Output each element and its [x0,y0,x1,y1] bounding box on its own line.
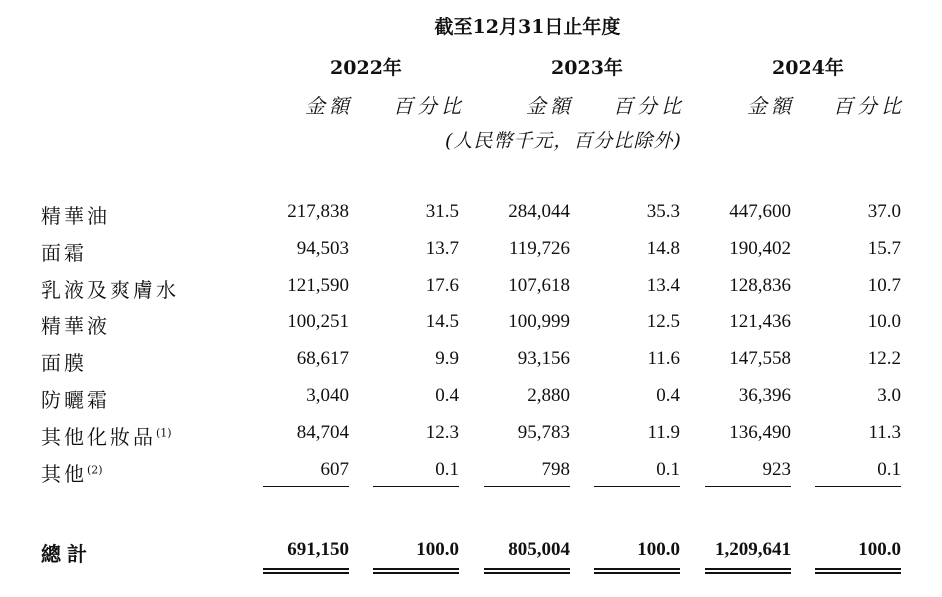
cell-amount-2022: 121,590 [287,275,349,296]
cell-amount-2024: 121,436 [729,311,791,332]
row-label [41,347,87,376]
year-heading-2023: 2023年 [551,57,623,79]
row-label-text: 其他化妝品 [41,425,156,449]
cell-percent-2024: 37.0 [867,201,901,222]
cell-percent-2024: 10.7 [867,275,901,296]
row-label [41,274,179,303]
cell-percent-2023: 0.4 [656,385,680,406]
subtotal-rule-percent-2024 [815,486,901,487]
cell-amount-2022: 68,617 [296,348,349,369]
cell-percent-2022: 31.5 [425,201,459,222]
amount-heading-2024: 金額 [747,94,795,118]
cell-amount-2022: 94,503 [296,238,349,259]
cell-amount-2023: 107,618 [508,275,570,296]
row-label [41,237,87,266]
cell-amount-2024: 190,402 [729,238,791,259]
cell-percent-2023: 13.4 [646,275,680,296]
cell-percent-2023: 12.5 [646,311,680,332]
cell-amount-2023: 100,999 [508,311,570,332]
cell-percent-2024: 15.7 [867,238,901,259]
cell-amount-2024: 136,490 [729,422,791,443]
cell-amount-2024: 36,396 [738,385,791,406]
cell-amount-2022: 3,040 [306,385,349,406]
row-label [41,384,110,413]
cell-amount-2022: 607 [320,459,349,480]
cell-amount-2023: 798 [541,459,570,480]
cell-percent-2022: 14.5 [425,311,459,332]
cell-amount-2022: 100,251 [287,311,349,332]
cell-amount-2024: 923 [762,459,791,480]
row-label-text: 精華油 [41,204,110,228]
total-percent-2024: 100.0 [858,539,901,560]
cell-amount-2024: 447,600 [729,201,791,222]
total-double-rule-percent-2024 [815,568,901,574]
percent-heading-2024: 百分比 [833,94,905,118]
cell-amount-2024: 147,558 [729,348,791,369]
total-double-rule-amount-2022 [263,568,349,574]
total-label: 總計 [41,542,93,566]
cell-percent-2022: 13.7 [425,238,459,259]
row-label-text: 面霜 [41,241,87,265]
cell-percent-2022: 12.3 [425,422,459,443]
footnote-marker: (1) [156,426,172,440]
cell-percent-2023: 11.9 [647,422,680,443]
amount-heading-2023: 金額 [526,94,574,118]
total-amount-2022: 691,150 [287,539,349,560]
cell-percent-2022: 9.9 [435,348,459,369]
total-double-rule-amount-2024 [705,568,791,574]
total-amount-2023: 805,004 [508,539,570,560]
year-heading-2024: 2024年 [772,57,844,79]
cell-percent-2023: 35.3 [646,201,680,222]
row-label [41,458,103,487]
cell-amount-2023: 95,783 [517,422,570,443]
cell-percent-2024: 3.0 [877,385,901,406]
amount-heading-2022: 金額 [305,94,353,118]
subtotal-rule-amount-2022 [263,486,349,487]
row-label [41,421,172,450]
total-double-rule-amount-2023 [484,568,570,574]
row-label-text: 精華液 [41,314,110,338]
cell-amount-2023: 93,156 [517,348,570,369]
period-heading: 截至12月31日止年度 [434,16,621,38]
total-amount-2024: 1,209,641 [715,539,791,560]
row-label-text: 面膜 [41,351,87,375]
cell-amount-2023: 119,726 [508,238,570,259]
cell-amount-2023: 2,880 [527,385,570,406]
cell-amount-2022: 84,704 [296,422,349,443]
cell-percent-2024: 10.0 [867,311,901,332]
cell-percent-2022: 0.4 [435,385,459,406]
total-double-rule-percent-2022 [373,568,459,574]
percent-heading-2023: 百分比 [613,94,685,118]
cell-percent-2022: 17.6 [425,275,459,296]
cell-percent-2022: 0.1 [435,459,459,480]
row-label-text: 防曬霜 [41,388,110,412]
row-label [41,200,110,229]
percent-heading-2022: 百分比 [393,94,465,118]
cell-percent-2024: 0.1 [877,459,901,480]
cell-percent-2023: 14.8 [646,238,680,259]
cell-percent-2023: 11.6 [647,348,680,369]
cell-percent-2024: 12.2 [867,348,901,369]
cell-percent-2023: 0.1 [656,459,680,480]
row-label-text: 乳液及爽膚水 [41,278,179,302]
subtotal-rule-amount-2023 [484,486,570,487]
subtotal-rule-percent-2022 [373,486,459,487]
units-note: (人民幣千元，百分比除外) [445,130,682,152]
row-label [41,310,110,339]
total-double-rule-percent-2023 [594,568,680,574]
total-percent-2022: 100.0 [416,539,459,560]
subtotal-rule-amount-2024 [705,486,791,487]
cell-amount-2022: 217,838 [287,201,349,222]
cell-amount-2023: 284,044 [508,201,570,222]
cell-amount-2024: 128,836 [729,275,791,296]
subtotal-rule-percent-2023 [594,486,680,487]
year-heading-2022: 2022年 [330,57,402,79]
row-label-text: 其他 [41,462,87,486]
total-percent-2023: 100.0 [637,539,680,560]
footnote-marker: (2) [87,463,103,477]
cell-percent-2024: 11.3 [868,422,901,443]
